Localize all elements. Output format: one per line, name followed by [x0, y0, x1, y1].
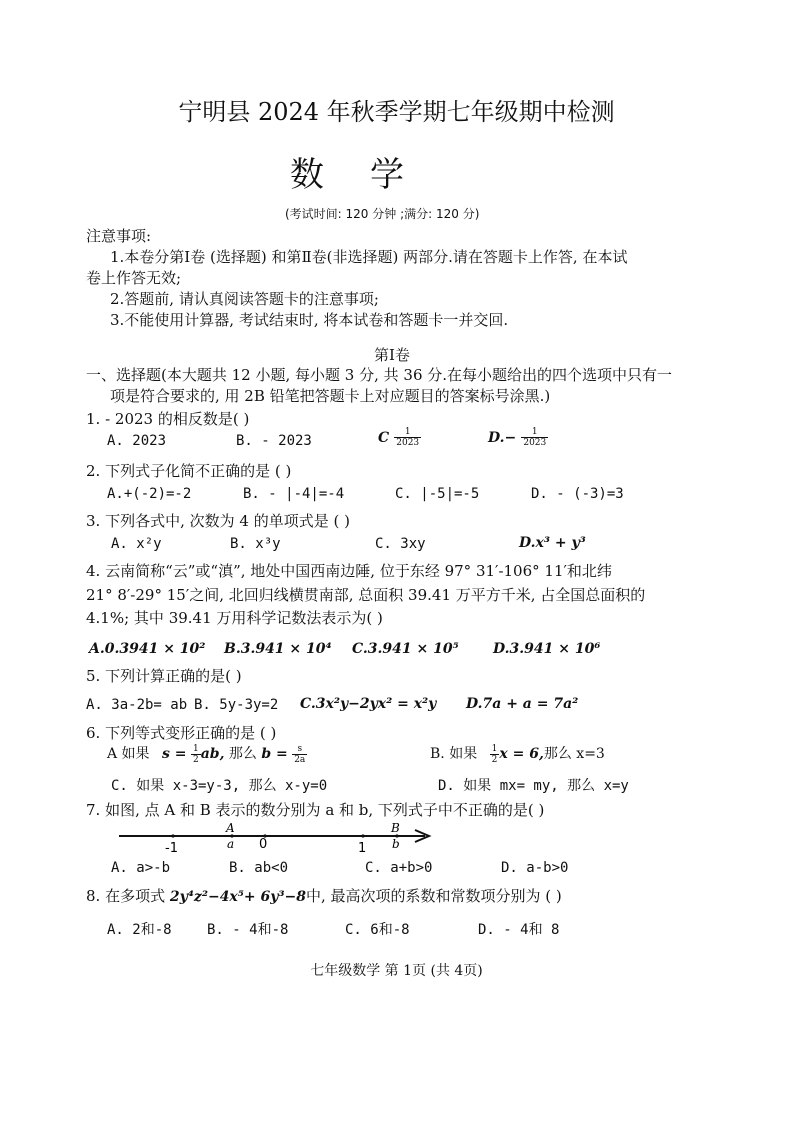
section-instruction-line2: 项是符合要求的, 用 2B 铅笔把答题卡上对应题目的答案标号涂黑.)	[110, 387, 551, 405]
question-2-stem: 2. 下列式子化简不正确的是 ( )	[86, 462, 292, 480]
q8-option-c: C. 6和-8	[345, 922, 410, 938]
q3-option-b: B. x³y	[230, 536, 281, 552]
q4-option-c: C.3.941 × 10⁵	[352, 641, 459, 657]
question-8-stem: 8. 在多项式 2y⁴z²−4x⁵+ 6y³−8中, 最高次项的系数和常数项分别为 ( )	[86, 887, 562, 905]
q1-c-fraction: $\frac{1}{2023}$	[396, 427, 420, 448]
q1-option-a: A. 2023	[107, 433, 167, 449]
question-5-stem: 5. 下列计算正确的是( )	[86, 667, 242, 685]
q3-option-a: A. x²y	[111, 536, 162, 552]
q6-a-fraction-2: $\frac{s}{2a}$	[294, 743, 306, 765]
q8-option-b: B. - 4和-8	[207, 922, 289, 938]
notes-item-1-line1: 1.本卷分第Ⅰ卷 (选择题) 和第Ⅱ卷(非选择题) 两部分.请在答题卡上作答, 在本试	[110, 248, 628, 266]
q4-option-b: B.3.941 × 10⁴	[224, 641, 332, 657]
q2-option-c: C. |-5|=-5	[395, 486, 480, 502]
q7-option-b: B. ab<0	[229, 860, 289, 876]
exam-title: 宁明县 2024 年秋季学期七年级期中检测	[178, 98, 615, 126]
q7-option-c: C. a+b>0	[365, 860, 433, 876]
q6-option-d: D. 如果 mx= my, 那么 x=y	[438, 778, 629, 794]
q6-option-c: C. 如果 x-3=y-3, 那么 x-y=0	[111, 778, 328, 794]
label-A: A	[226, 821, 235, 835]
q6-option-b: B. 如果 $\frac{1}{2}$ x = 6,那么 x=3	[430, 743, 605, 765]
notes-item-3: 3.不能使用计算器, 考试结束时, 将本试卷和答题卡一并交回.	[110, 311, 509, 329]
tick-one	[361, 834, 364, 837]
section-instruction-line1: 一、选择题(本大题共 12 小题, 每小题 3 分, 共 36 分.在每小题给出的四个选项中只有一	[86, 366, 673, 384]
label-b: b	[392, 837, 400, 851]
q7-option-a: A. a>-b	[111, 860, 171, 876]
question-4-line3: 4.1%; 其中 39.41 万用科学记数法表示为( )	[86, 609, 383, 627]
label-minus1: -1	[165, 841, 178, 854]
q2-option-a: A.+(-2)=-2	[107, 486, 192, 502]
q2-option-d: D. - (-3)=3	[531, 486, 624, 502]
label-a: a	[227, 837, 235, 851]
q6-a-fraction-1: $\frac{1}{2}$	[192, 743, 199, 765]
q8-polynomial: 2y⁴z²−4x⁵+ 6y³−8	[169, 889, 306, 905]
q3-option-d: D.x³ + y³	[519, 535, 586, 551]
question-1-stem: 1. - 2023 的相反数是( )	[86, 410, 250, 428]
label-one: 1	[358, 841, 367, 854]
q6-option-a: A 如果 s = $\frac{1}{2}$ ab, 那么 b = $\frac{s}{2a}$	[107, 743, 306, 765]
q8-option-a: A. 2和-8	[107, 922, 172, 938]
q1-option-c: C $\frac{1}{2023}$	[378, 427, 420, 448]
label-zero: 0	[259, 837, 268, 852]
q5-option-d: D.7a + a = 7a²	[466, 696, 579, 712]
notes-item-1-line2: 卷上作答无效;	[86, 269, 182, 287]
subject-char-1: 数	[290, 155, 326, 195]
q4-option-d: D.3.941 × 10⁶	[493, 641, 601, 657]
q1-option-d: D.− $\frac{1}{2023}$	[488, 427, 547, 448]
question-3-stem: 3. 下列各式中, 次数为 4 的单项式是 ( )	[86, 512, 350, 530]
exam-time-info: (考试时间: 120 分钟 ;满分: 120 分)	[285, 207, 480, 221]
q5-option-a: A. 3a-2b= ab	[86, 697, 188, 713]
q7-option-d: D. a-b>0	[501, 860, 569, 876]
q6-b-fraction: $\frac{1}{2}$	[491, 743, 498, 765]
subject-title	[290, 147, 450, 196]
question-4-line2: 21° 8′-29° 15′之间, 北回归线横贯南部, 总面积 39.41 万平方千米, 占全国总面积的	[86, 586, 646, 604]
subject-char-2: 学	[370, 155, 406, 195]
q8-option-d: D. - 4和 8	[478, 922, 560, 938]
q4-option-a: A.0.3941 × 10²	[89, 641, 206, 657]
notes-heading: 注意事项:	[86, 227, 152, 245]
page-footer: 七年级数学 第 1页 (共 4页)	[310, 963, 483, 979]
q1-d-fraction: $\frac{1}{2023}$	[523, 427, 547, 448]
question-6-stem: 6. 下列等式变形正确的是 ( )	[86, 724, 277, 742]
tick-minus1	[171, 834, 174, 837]
volume-label: 第Ⅰ卷	[374, 346, 410, 364]
q5-option-c: C.3x²y−2yx² = x²y	[300, 696, 437, 712]
q2-option-b: B. - |-4|=-4	[243, 486, 345, 502]
question-4-line1: 4. 云南简称“云”或“滇”, 地处中国西南边陲, 位于东经 97° 31′-106° 11′和北纬	[86, 562, 612, 580]
question-7-stem: 7. 如图, 点 A 和 B 表示的数分别为 a 和 b, 下列式子中不正确的是( )	[86, 801, 545, 819]
notes-item-2: 2.答题前, 请认真阅读答题卡的注意事项;	[110, 290, 379, 308]
number-line-diagram	[115, 818, 435, 854]
label-B: B	[391, 821, 400, 835]
q5-option-b: B. 5y-3y=2	[194, 697, 279, 713]
q1-option-b: B. - 2023	[236, 433, 312, 449]
q3-option-c: C. 3xy	[375, 536, 426, 552]
